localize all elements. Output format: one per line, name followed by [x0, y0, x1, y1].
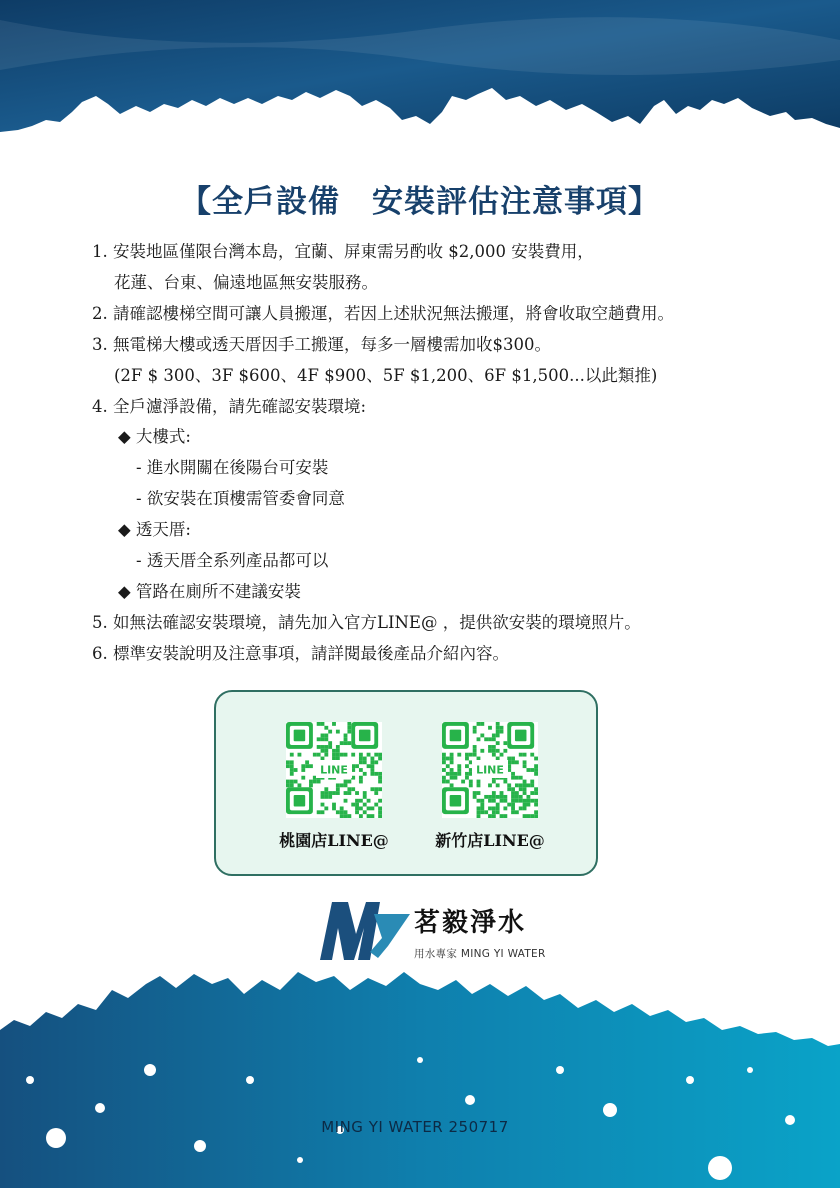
line-logo-text: LINE — [476, 763, 504, 777]
line-qr-panel — [214, 690, 598, 876]
note-line: - 透天厝全系列產品都可以 — [136, 551, 329, 570]
note-line: 1. 安裝地區僅限台灣本島，宜蘭、屏東需另酌收 $2,000 安裝費用， — [92, 242, 594, 261]
note-line: 6. 標準安裝說明及注意事項，請詳閱最後產品介紹內容。 — [92, 643, 509, 663]
brand-name: 茗毅淨水 — [414, 908, 527, 938]
note-line: - 進水開關在後陽台可安裝 — [136, 458, 329, 478]
note-line: - 欲安裝在頂樓需管委會同意 — [136, 489, 345, 509]
qr-label: 桃園店LINE@ — [279, 831, 389, 850]
line-logo-text: LINE — [320, 763, 348, 777]
note-line: ◆ 管路在廁所不建議安裝 — [118, 581, 301, 601]
note-line: ◆ 透天厝: — [118, 520, 191, 540]
note-line: 花蓮、台東、偏遠地區無安裝服務。 — [114, 272, 378, 292]
top-wave-decoration — [0, 0, 840, 170]
line-qr-code[interactable] — [442, 722, 538, 818]
note-line: 4. 全戶濾淨設備，請先確認安裝環境: — [92, 396, 367, 416]
note-line: 2. 請確認樓梯空間可讓人員搬運，若因上述狀況無法搬運，將會收取空趟費用。 — [92, 303, 674, 323]
note-line: ◆ 大樓式: — [118, 427, 191, 447]
note-line: 5. 如無法確認安裝環境，請先加入官方LINE@ ，提供欲安裝的環境照片。 — [92, 612, 641, 632]
brand-tagline: 用水專家 MING YI WATER — [414, 948, 546, 960]
bottom-wave-decoration — [0, 960, 840, 1188]
page-title: 【全戶設備 安裝評估注意事項】 — [180, 184, 660, 220]
brand-logo-icon — [318, 900, 410, 962]
note-line: (2F $ 300、3F $600、4F $900、5F $1,200、6F $1,500...以此類推) — [114, 365, 658, 385]
qr-label: 新竹店LINE@ — [435, 831, 545, 850]
footer-code: MING YI WATER 250717 — [321, 1118, 509, 1136]
note-line: 3. 無電梯大樓或透天厝因手工搬運，每多一層樓需加收$300。 — [92, 334, 551, 354]
line-qr-code[interactable] — [286, 722, 382, 818]
